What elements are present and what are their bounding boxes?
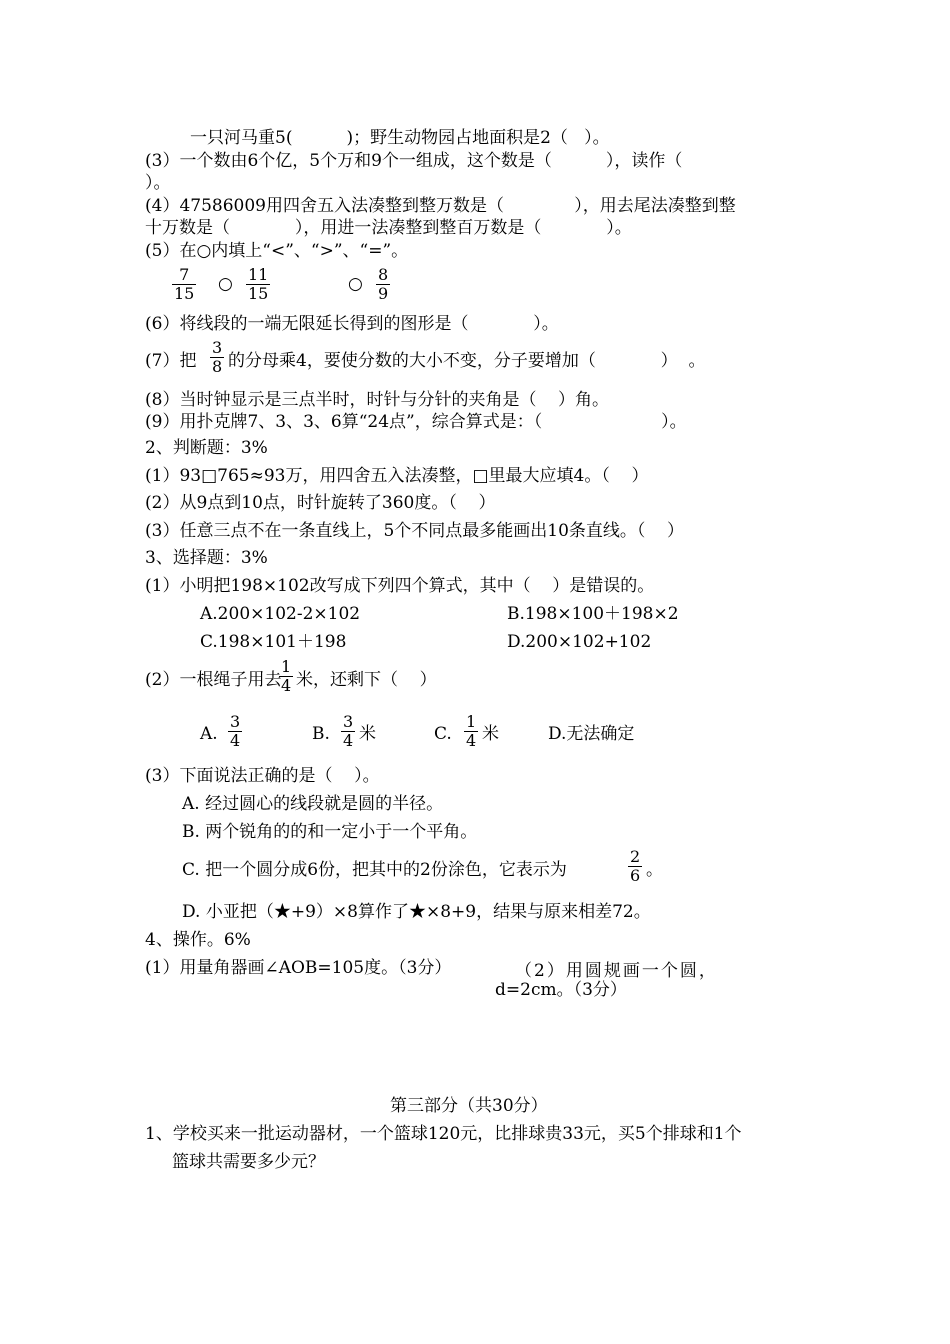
fill-q9: (9）用扑克牌7、3、3、6算“24点”，综合算式是：（ ）。 bbox=[145, 412, 687, 432]
fill-q3-line-1: (3）一个数由6个亿，5个万和9个一组成，这个数是（ ），读作（ bbox=[145, 151, 683, 171]
q5-fraction-3 bbox=[376, 266, 390, 303]
numerator: 8 bbox=[378, 265, 389, 284]
part3-q1-line-1: 1、学校买来一批运动器材，一个篮球120元，比排球贵33元，买5个排球和1个 bbox=[145, 1124, 742, 1144]
denominator: 6 bbox=[630, 866, 641, 885]
choice-q2-option-c: C. bbox=[434, 724, 452, 744]
choice-q1-option-c: C.198×101＋198 bbox=[200, 632, 347, 652]
denominator: 4 bbox=[281, 676, 292, 695]
part3-q1-line-2: 篮球共需要多少元？ bbox=[172, 1152, 325, 1172]
choice-q1-option-b: B.198×100＋198×2 bbox=[507, 604, 679, 624]
denominator: 4 bbox=[230, 731, 241, 750]
choice-q3: (3）下面说法正确的是（ ）。 bbox=[145, 766, 380, 786]
denominator: 4 bbox=[466, 731, 477, 750]
choice-q2-option-c-unit: 米 bbox=[482, 724, 499, 744]
operate-q1: (1）用量角器画∠AOB=105度。（3分） bbox=[145, 958, 452, 978]
choice-q1-option-a: A.200×102-2×102 bbox=[200, 604, 361, 624]
compare-circle-2[interactable]: ○ bbox=[348, 274, 363, 294]
numerator: 2 bbox=[630, 847, 641, 866]
choice-q2-option-b: B. bbox=[312, 724, 330, 744]
numerator: 11 bbox=[248, 265, 269, 284]
judge-title: 2、判断题：3% bbox=[145, 438, 268, 458]
q3-option-c-fraction bbox=[628, 848, 642, 885]
choice-q1-option-d: D.200×102+102 bbox=[507, 632, 652, 652]
choice-q2-option-b-unit: 米 bbox=[359, 724, 376, 744]
judge-item-2: (2）从9点到10点，时针旋转了360度。（ ） bbox=[145, 493, 496, 513]
judge-item-3: (3）任意三点不在一条直线上，5个不同点最多能画出10条直线。（ ） bbox=[145, 521, 685, 541]
choice-q1: (1）小明把198×102改写成下列四个算式，其中（ ）是错误的。 bbox=[145, 576, 655, 596]
q2-option-a-fraction bbox=[228, 713, 242, 750]
numerator: 3 bbox=[343, 712, 354, 731]
fill-q4-line-2: 十万数是（ ），用进一法凑整到整百万数是（ ）。 bbox=[145, 218, 632, 238]
choice-q2-suffix: 米，还剩下（ ） bbox=[296, 670, 437, 690]
choice-q3-option-c: C. 把一个圆分成6份，把其中的2份涂色，它表示为 bbox=[182, 860, 567, 880]
q2-option-b-fraction bbox=[341, 713, 355, 750]
numerator: 7 bbox=[179, 265, 190, 284]
operate-q2-line-2: d=2cm。（3分） bbox=[495, 980, 627, 1000]
q5-fraction-1 bbox=[172, 266, 196, 303]
denominator: 15 bbox=[174, 284, 195, 303]
q7-fraction bbox=[210, 339, 224, 376]
choice-q3-option-d: D. 小亚把（★+9）×8算作了★×8+9，结果与原来相差72。 bbox=[182, 902, 651, 922]
choice-q3-option-b: B. 两个锐角的的和一定小于一个平角。 bbox=[182, 822, 478, 842]
q5-fraction-2 bbox=[246, 266, 270, 303]
denominator: 4 bbox=[343, 731, 354, 750]
fill-q5: (5）在○内填上“<”、“>”、“=”。 bbox=[145, 241, 409, 261]
fill-q7-suffix: 的分母乘4，要使分数的大小不变，分子要增加（ ） 。 bbox=[228, 351, 706, 371]
operate-q2-line-1: （2）用圆规画一个圆， bbox=[515, 961, 718, 981]
denominator: 8 bbox=[212, 357, 223, 376]
numerator: 3 bbox=[212, 338, 223, 357]
numerator: 3 bbox=[230, 712, 241, 731]
part3-title: 第三部分（共30分） bbox=[390, 1096, 548, 1116]
q2-fraction bbox=[279, 658, 293, 695]
choice-q2-prefix: (2）一根绳子用去 bbox=[145, 670, 282, 690]
denominator: 15 bbox=[248, 284, 269, 303]
fill-q3-line-2: ）。 bbox=[145, 173, 171, 193]
fill-q8: (8）当时钟显示是三点半时，时针与分针的夹角是（ ）角。 bbox=[145, 390, 610, 410]
compare-circle-1[interactable]: ○ bbox=[218, 274, 233, 294]
choice-title: 3、选择题：3% bbox=[145, 548, 268, 568]
choice-q3-option-c-end: 。 bbox=[646, 860, 663, 880]
denominator: 9 bbox=[378, 284, 389, 303]
operate-title: 4、操作。6% bbox=[145, 930, 251, 950]
numerator: 1 bbox=[281, 657, 292, 676]
fill-line-1: 一只河马重5( )；野生动物园占地面积是2（ ）。 bbox=[190, 128, 610, 148]
choice-q2-option-a: A. bbox=[200, 724, 218, 744]
fill-q7-prefix: (7）把 bbox=[145, 351, 197, 371]
fill-q4-line-1: (4）47586009用四舍五入法凑整到整万数是（ ），用去尾法凑整到整 bbox=[145, 196, 736, 216]
judge-item-1: (1）93□765≈93万，用四舍五入法凑整，□里最大应填4。（ ） bbox=[145, 466, 649, 486]
fill-q6: (6）将线段的一端无限延长得到的图形是（ ）。 bbox=[145, 314, 559, 334]
choice-q3-option-a: A. 经过圆心的线段就是圆的半径。 bbox=[182, 794, 444, 814]
numerator: 1 bbox=[466, 712, 477, 731]
choice-q2-option-d: D.无法确定 bbox=[548, 724, 635, 744]
q2-option-c-fraction bbox=[464, 713, 478, 750]
